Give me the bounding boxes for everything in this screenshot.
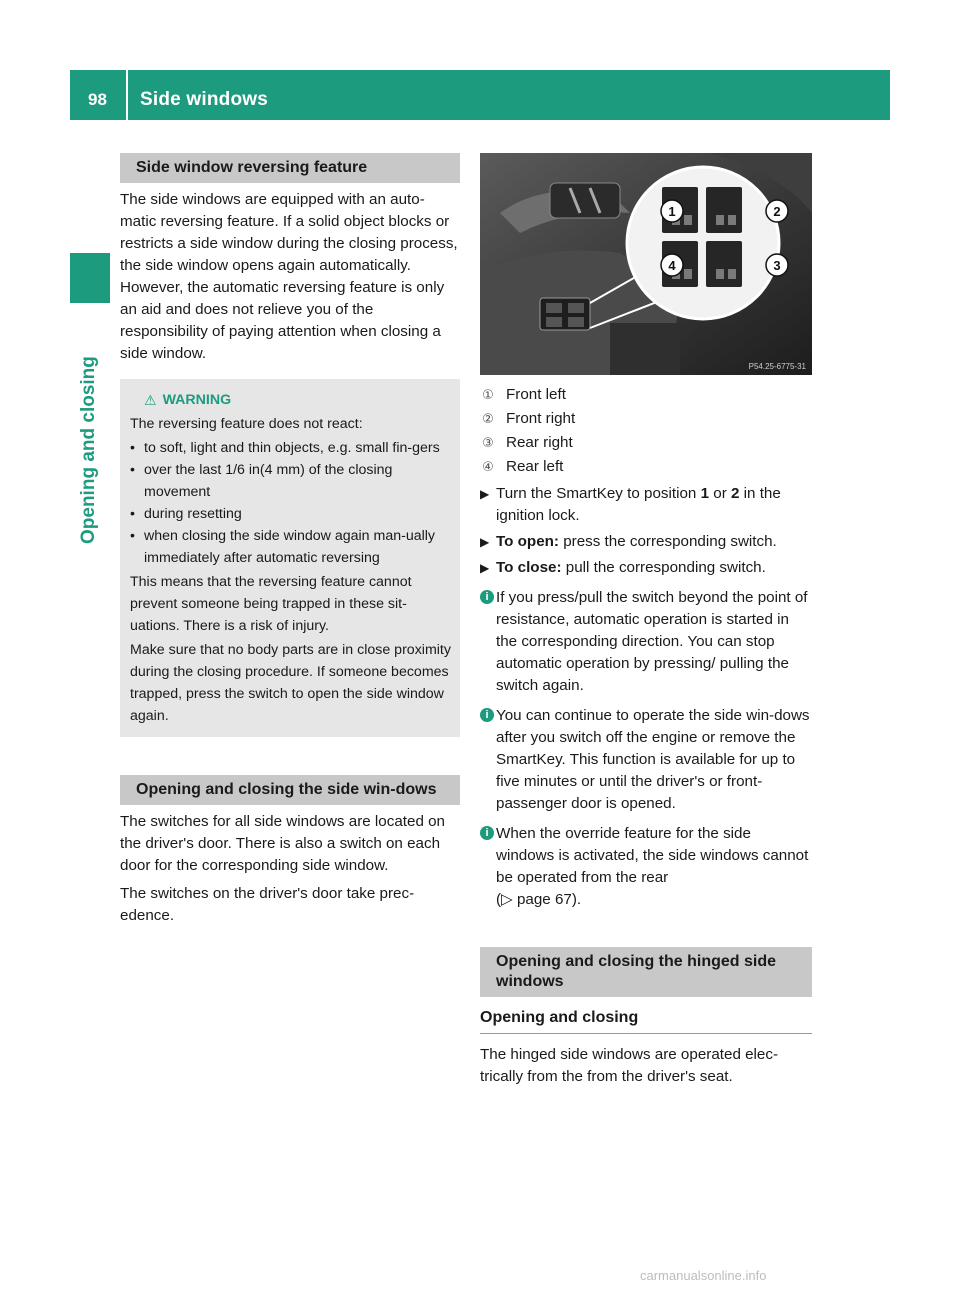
warning-bullet: • during resetting bbox=[130, 503, 452, 525]
position-2: 2 bbox=[730, 485, 740, 502]
side-tab-marker bbox=[70, 253, 110, 303]
step-text: press the corresponding switch. bbox=[558, 533, 777, 550]
warning-intro: The reversing feature does not react: bbox=[130, 416, 363, 432]
section-heading-reversing: Side window reversing feature bbox=[120, 153, 460, 183]
warning-bullet: • over the last 1/6 in(4 mm) of the closing movement bbox=[130, 459, 452, 503]
legend-item bbox=[480, 407, 812, 431]
info-icon: i bbox=[480, 826, 494, 840]
warning-box bbox=[120, 379, 460, 737]
callout-label: 1 bbox=[668, 204, 676, 219]
step-close bbox=[480, 557, 812, 579]
warning-title: WARNING bbox=[162, 392, 232, 408]
callout-label: 4 bbox=[668, 258, 676, 273]
callout-3 bbox=[766, 254, 788, 276]
legend-label: Front right bbox=[506, 410, 576, 427]
legend-label: Front left bbox=[506, 386, 566, 403]
warning-list bbox=[130, 437, 452, 569]
subheading-opening-closing: Opening and closing bbox=[480, 1009, 812, 1034]
callout-label: 3 bbox=[773, 258, 781, 273]
header-divider bbox=[126, 70, 128, 120]
step-arrow-icon: ▶ bbox=[480, 487, 490, 501]
left-column bbox=[120, 153, 460, 927]
step-text: or bbox=[709, 485, 731, 502]
info-note bbox=[480, 705, 812, 815]
step-label: To open: bbox=[496, 533, 559, 550]
warning-title-row bbox=[130, 389, 452, 411]
section-heading-hinged: Opening and closing the hinged side windows bbox=[480, 947, 812, 997]
side-tab-label: Opening and closing bbox=[78, 356, 99, 544]
opening-body-2: The switches on the driver's door take prec-edence. bbox=[120, 885, 415, 924]
opening-body-1: The switches for all side windows are located on the driver's door. There is also a switch on each door for the corresponding side window. bbox=[120, 813, 446, 874]
legend-item bbox=[480, 431, 812, 455]
legend-label: Rear right bbox=[506, 434, 573, 451]
info-note bbox=[480, 823, 812, 911]
warning-bullet: • to soft, light and thin objects, e.g. small fin-gers bbox=[130, 437, 452, 459]
info-text: When the override feature for the side windows is activated, the side windows cannot be operated from the rear bbox=[496, 825, 809, 886]
legend-number: ① bbox=[482, 387, 494, 402]
figure-legend bbox=[480, 383, 812, 479]
callout-2 bbox=[766, 200, 788, 222]
legend-label: Rear left bbox=[506, 458, 564, 475]
step-label: To close: bbox=[496, 559, 562, 576]
page-reference-link[interactable]: (▷ page 67). bbox=[496, 891, 582, 908]
section-heading-opening: Opening and closing the side win-dows bbox=[120, 775, 460, 805]
position-1: 1 bbox=[700, 485, 710, 502]
step-text: in the ignition lock. bbox=[496, 485, 781, 524]
door-switch-illustration bbox=[480, 153, 812, 375]
side-tab bbox=[70, 312, 110, 552]
warning-para: Make sure that no body parts are in close proximity during the closing procedure. If someone becomes trapped, press the switch to open the side window again. bbox=[130, 642, 451, 724]
page-header bbox=[70, 70, 890, 120]
page-number: 98 bbox=[88, 90, 107, 109]
reversing-body: The side windows are equipped with an auto-matic reversing feature. If a solid object blocks or restricts a side window during the closing process, the side window opens again automatically. However, the automatic reversing feature is only an aid and does not relieve you of the responsibility of paying attention when closing a side window. bbox=[120, 191, 458, 362]
legend-item bbox=[480, 455, 812, 479]
step-arrow-icon: ▶ bbox=[480, 535, 490, 549]
warning-triangle-icon: ⚠ bbox=[144, 392, 157, 408]
legend-number: ④ bbox=[482, 459, 494, 474]
right-column bbox=[480, 153, 812, 1088]
step-open bbox=[480, 531, 812, 553]
callout-1 bbox=[661, 200, 683, 222]
hinged-body: The hinged side windows are operated elec-trically from the from the driver's seat. bbox=[480, 1046, 779, 1085]
door-switch-figure bbox=[480, 153, 812, 375]
legend-item bbox=[480, 383, 812, 407]
figure-code: P54.25-6775-31 bbox=[748, 362, 806, 371]
info-note bbox=[480, 587, 812, 697]
callout-4 bbox=[661, 254, 683, 276]
info-icon: i bbox=[480, 708, 494, 722]
step-text: pull the corresponding switch. bbox=[561, 559, 766, 576]
warning-bullet: • when closing the side window again man-ually immediately after automatic reversing bbox=[130, 525, 452, 569]
step-text: Turn the SmartKey to position bbox=[496, 485, 701, 502]
step-arrow-icon: ▶ bbox=[480, 561, 490, 575]
info-text: If you press/pull the switch beyond the point of resistance, automatic operation is started in the corresponding direction. You can stop automatic operation by pressing/ pulling the switch again. bbox=[496, 589, 808, 694]
step-turn-key bbox=[480, 483, 812, 527]
legend-number: ③ bbox=[482, 435, 494, 450]
watermark: carmanualsonline.info bbox=[640, 1268, 767, 1283]
warning-para: This means that the reversing feature cannot prevent someone being trapped in these sit-uations. There is a risk of injury. bbox=[130, 574, 412, 634]
info-icon: i bbox=[480, 590, 494, 604]
page-title: Side windows bbox=[140, 89, 269, 110]
info-text: You can continue to operate the side win-dows after you switch off the engine or remove the SmartKey. This function is available for up to five minutes or until the driver's or front-passenger door is opened. bbox=[496, 707, 810, 812]
callout-label: 2 bbox=[773, 204, 781, 219]
legend-number: ② bbox=[482, 411, 494, 426]
